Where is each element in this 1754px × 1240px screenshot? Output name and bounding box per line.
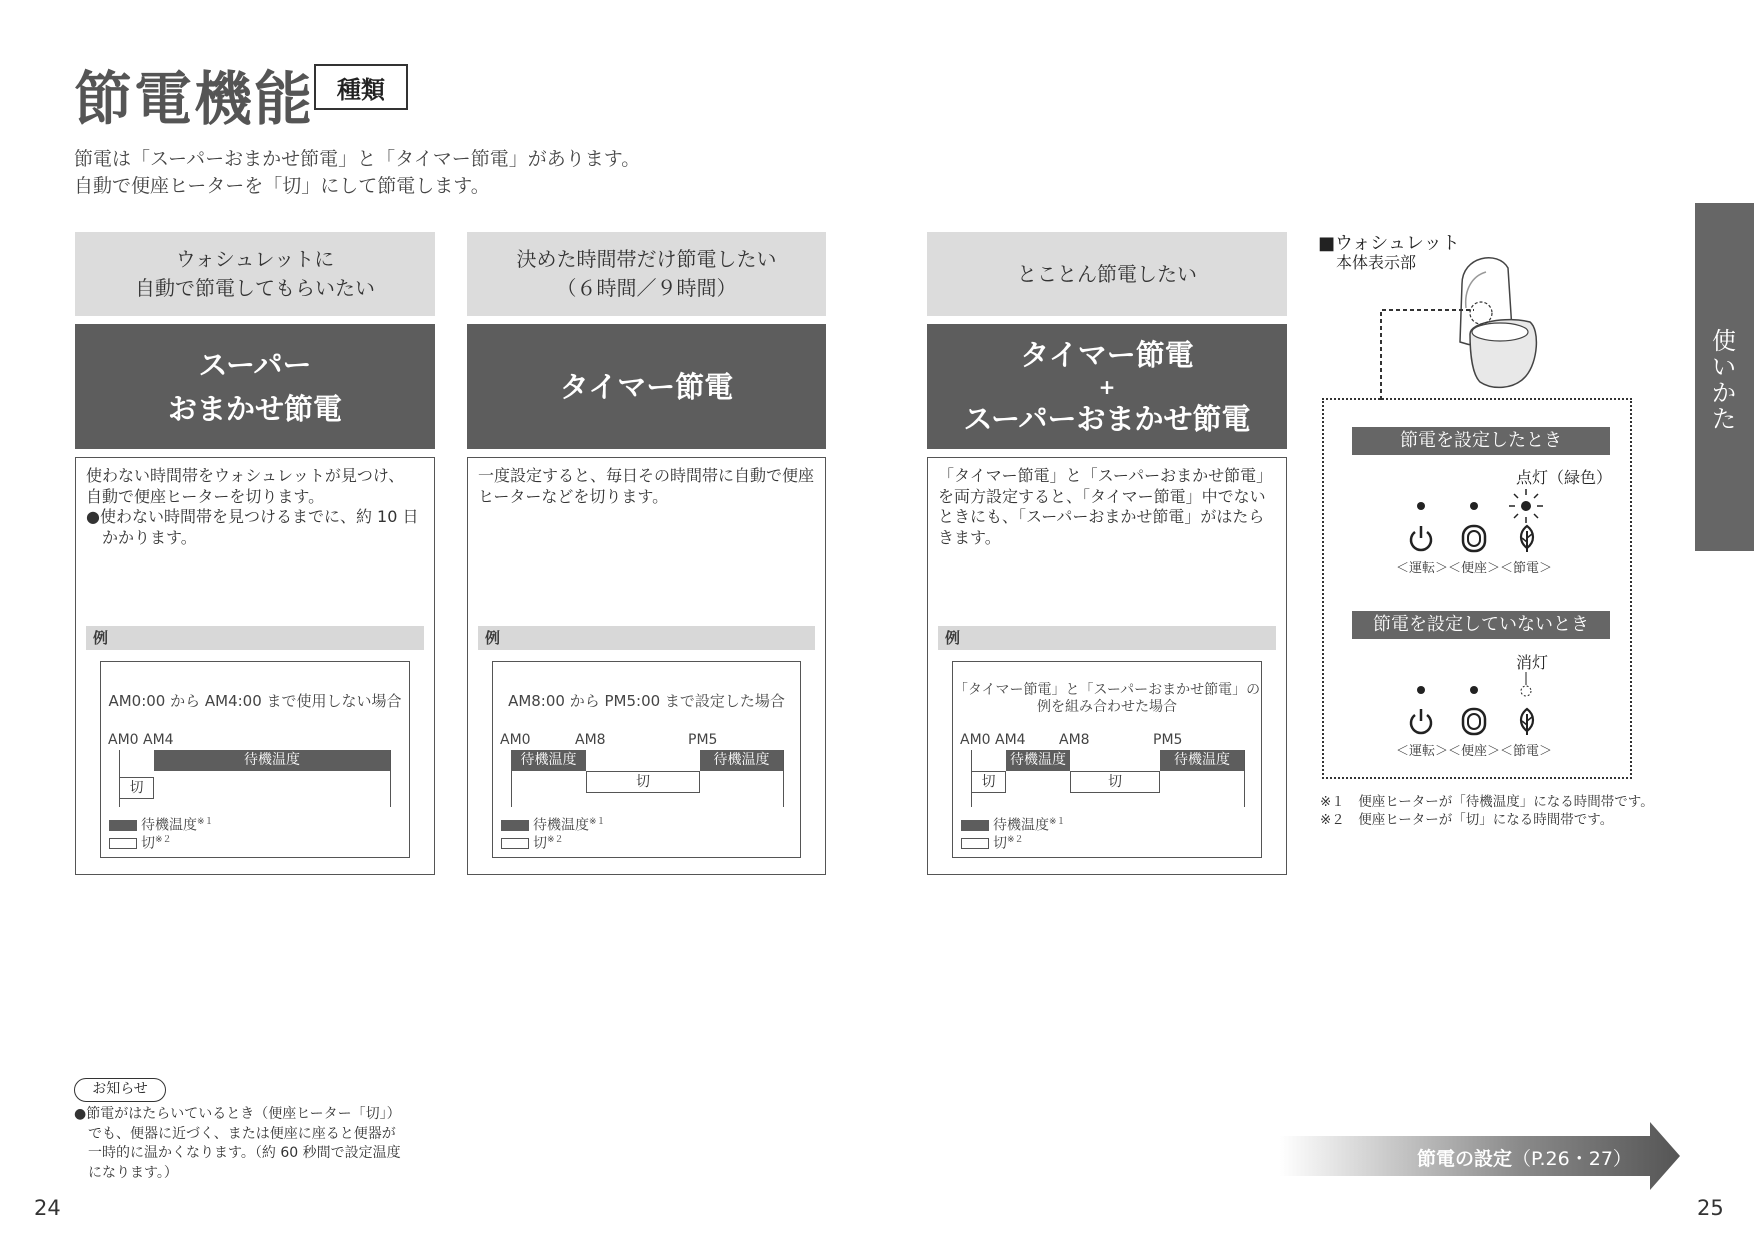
- legend-2-standby-swatch: [501, 820, 529, 831]
- seat-icon: [1459, 523, 1489, 553]
- power-icon: [1406, 523, 1436, 553]
- tl-1-seg-standby: 待機温度: [154, 750, 390, 771]
- page-number-left: 24: [34, 1196, 61, 1220]
- nav-link[interactable]: [1417, 1144, 1632, 1171]
- feature-box-1: [75, 324, 435, 449]
- power-icon: [1406, 706, 1436, 736]
- tl-3-am8: AM8: [1059, 732, 1090, 748]
- feature-3-line-1: タイマー節電: [1020, 337, 1194, 372]
- panel-3-desc: 「タイマー節電」と「スーパーおまかせ節電」 を両方設定すると、「タイマー節電」中でない ときにも、「スーパーおまかせ節電」がはたら きます。: [938, 466, 1273, 547]
- tl-1-seg-off: 切: [119, 777, 154, 799]
- legend-2-off: 切$^{※2}$: [533, 835, 564, 852]
- intro-line-2: 自動で便座ヒーターを「切」にして節電します。: [74, 175, 490, 197]
- feature-box-2: [467, 324, 826, 449]
- footnote-2: ※２ 便座ヒーターが「切」になる時間帯です。: [1320, 812, 1614, 828]
- icon-labels-on: ＜運転＞＜便座＞＜節電＞: [1396, 561, 1553, 576]
- panel-1: [75, 457, 435, 875]
- display-callout-line: [1380, 308, 1480, 400]
- page-title: 節電機能: [74, 65, 315, 133]
- panel-1-example: [100, 661, 410, 858]
- dot-power-on: [1417, 502, 1425, 510]
- tl-3-pm5: PM5: [1153, 732, 1183, 748]
- eco-lit-indicator: [1506, 486, 1546, 526]
- feature-1-line-2: おまかせ節電: [167, 391, 342, 426]
- tl-2-seg-off: 切: [586, 771, 700, 793]
- panel-1-desc: 使わない時間帯をウォシュレットが見つけ、 自動で便座ヒーターを切ります。 ●使わない時間帯を見つけるまでに、約 10 日 かかります。: [86, 466, 419, 547]
- tl-3-am4: AM4: [995, 732, 1026, 748]
- side-tab-label: 使いかた: [1712, 327, 1736, 433]
- tl-2-pm5: PM5: [688, 732, 718, 748]
- footnote-1: ※１ 便座ヒーターが「待機温度」になる時間帯です。: [1320, 794, 1654, 810]
- legend-1-off-swatch: [109, 838, 137, 849]
- feature-box-3: [927, 324, 1287, 449]
- notice-text: ●節電がはたらいているとき（便座ヒーター「切」） でも、便器に近づく、または便座に座ると便器が 一時的に温かくなります。（約 60 秒間で設定温度 になります。）: [74, 1106, 401, 1181]
- tl-1-am0: AM0: [108, 732, 139, 748]
- display-subheading: 本体表示部: [1336, 253, 1417, 272]
- tl-3-seg-off-b: 切: [1070, 771, 1160, 793]
- tl-2-am0: AM0: [500, 732, 531, 748]
- tl-1-am4: AM4: [143, 732, 174, 748]
- panel-2-example-label: 例: [478, 626, 815, 650]
- need-box-3: とことん節電したい: [927, 232, 1287, 316]
- tl-2-seg-standby-a: 待機温度: [511, 750, 586, 771]
- legend-3-standby-swatch: [961, 820, 989, 831]
- panel-3-example-label: 例: [938, 626, 1276, 650]
- nav-ref: （P.26・27）: [1512, 1148, 1632, 1170]
- example-3-title: 「タイマー節電」と「スーパーおまかせ節電」の 例を組み合わせた場合: [953, 682, 1261, 715]
- notice-label: お知らせ: [74, 1078, 166, 1102]
- legend-2-standby: 待機温度$^{※1}$: [533, 817, 606, 834]
- panel-2: [467, 457, 826, 875]
- feature-2-line-1: タイマー節電: [559, 369, 734, 404]
- group-on-status: 点灯（緑色）: [1516, 468, 1613, 487]
- panel-1-example-label: 例: [86, 626, 424, 650]
- group-off-title: 節電を設定していないとき: [1352, 611, 1610, 639]
- panel-3: [927, 457, 1287, 875]
- eco-leaf-icon: [1512, 706, 1542, 736]
- legend-2-off-swatch: [501, 838, 529, 849]
- seat-icon: [1459, 706, 1489, 736]
- legend-1-standby-swatch: [109, 820, 137, 831]
- group-off-status: 消灯: [1516, 653, 1549, 672]
- need-box-1: ウォシュレットに 自動で節電してもらいたい: [75, 232, 435, 316]
- eco-unlit-indicator: [1516, 670, 1536, 698]
- dot-seat-on: [1470, 502, 1478, 510]
- legend-3-off: 切$^{※2}$: [993, 835, 1024, 852]
- legend-1-off: 切$^{※2}$: [141, 835, 172, 852]
- example-1-title: AM0:00 から AM4:00 まで使用しない場合: [108, 692, 402, 710]
- legend-1-standby: 待機温度$^{※1}$: [141, 817, 214, 834]
- icon-labels-off: ＜運転＞＜便座＞＜節電＞: [1396, 744, 1553, 759]
- group-on-title: 節電を設定したとき: [1352, 427, 1610, 455]
- legend-3-off-swatch: [961, 838, 989, 849]
- dot-seat-off: [1470, 686, 1478, 694]
- feature-1-line-1: スーパー: [198, 347, 312, 382]
- tl-3-seg-standby-a: 待機温度: [1006, 750, 1070, 771]
- legend-3-standby: 待機温度$^{※1}$: [993, 817, 1066, 834]
- need-box-2: 決めた時間帯だけ節電したい （６時間／９時間）: [467, 232, 826, 316]
- category-badge: 種類: [314, 64, 408, 110]
- tl-3-seg-off-a: 切: [971, 771, 1006, 793]
- tl-2-seg-standby-b: 待機温度: [700, 750, 783, 771]
- eco-leaf-icon: [1512, 523, 1542, 553]
- feature-3-line-2: スーパーおまかせ節電: [963, 401, 1251, 436]
- panel-2-example: [492, 661, 801, 858]
- panel-3-example: [952, 661, 1262, 858]
- example-2-title: AM8:00 から PM5:00 まで設定した場合: [508, 692, 785, 710]
- tl-2-line-end: [783, 750, 784, 807]
- tl-3-line-end: [1244, 750, 1245, 807]
- nav-label: 節電の設定: [1417, 1148, 1513, 1170]
- tl-3-am0: AM0: [960, 732, 991, 748]
- side-tab[interactable]: [1695, 203, 1754, 551]
- display-box: [1322, 398, 1632, 779]
- tl-1-line-end: [390, 750, 391, 807]
- page-number-right: 25: [1697, 1196, 1724, 1220]
- intro-line-1: 節電は「スーパーおまかせ節電」と「タイマー節電」があります。: [74, 148, 641, 170]
- panel-2-desc: 一度設定すると、毎日その時間帯に自動で便座 ヒーターなどを切ります。: [478, 466, 815, 506]
- tl-2-am8: AM8: [575, 732, 606, 748]
- dot-power-off: [1417, 686, 1425, 694]
- display-heading: ■ウォシュレット: [1318, 233, 1460, 254]
- tl-3-seg-standby-b: 待機温度: [1160, 750, 1244, 771]
- feature-3-plus: +: [1098, 374, 1116, 399]
